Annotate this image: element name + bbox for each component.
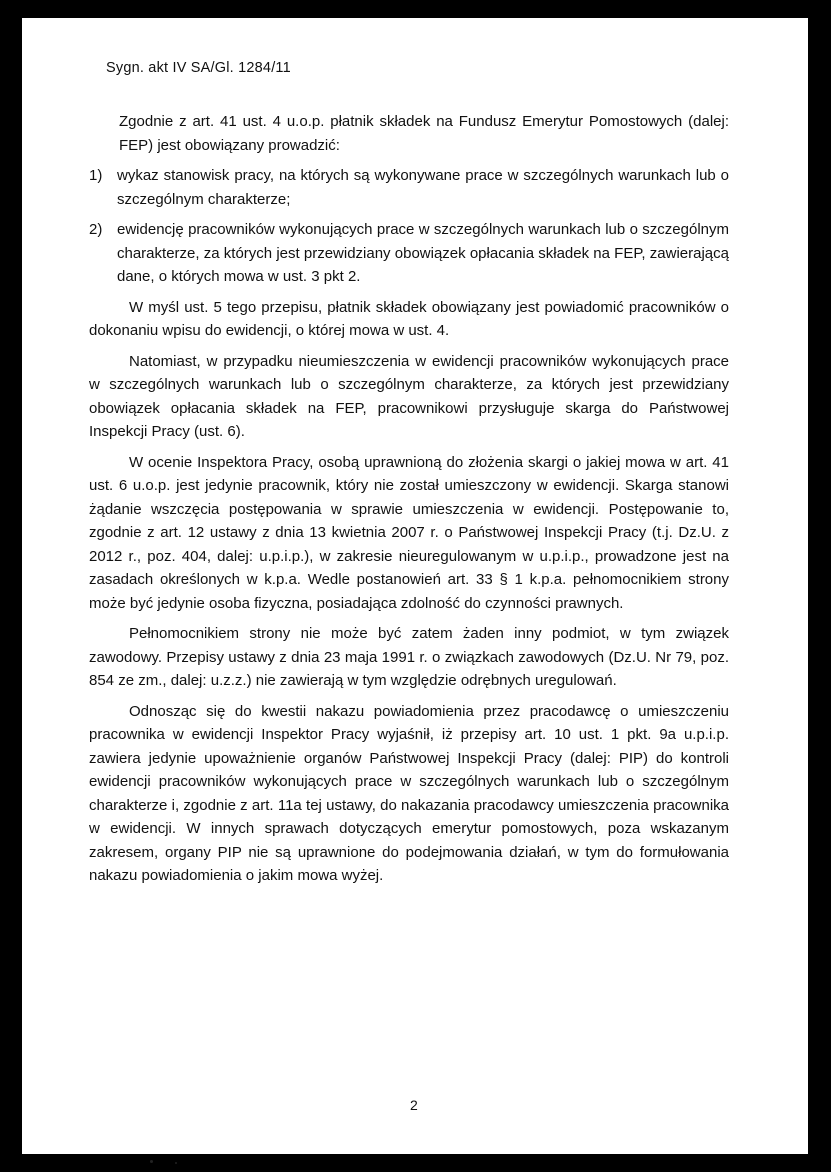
paragraph-1: W myśl ust. 5 tego przepisu, płatnik składek obowiązany jest powiadomić pracowników o dokonaniu wpisu do ewidencji, o której mowa w ust. 4.: [89, 298, 729, 339]
scan-speck: [175, 1162, 177, 1164]
paragraph-2: Natomiast, w przypadku nieumieszczenia w ewidencji pracowników wykonujących prace w szczególnych warunkach lub o szczególnym charakterze, za których jest przewidziany obowiązek opłacania składek na FEP, pracownikowi przysługuje skarga do Państwowej Inspekcji Pracy (ust. 6).: [89, 352, 729, 440]
document-body: [89, 110, 729, 895]
list-item-text: wykaz stanowisk pracy, na których są wykonywane prace w szczególnych warunkach lub o szczególnym charakterze;: [117, 167, 729, 208]
list-item-1: [89, 164, 729, 211]
list-item-number: 1): [89, 167, 103, 184]
list-item-number: 2): [89, 221, 103, 238]
list-item-text: ewidencję pracowników wykonujących prace w szczególnych warunkach lub o szczególnym charakterze, za których jest przewidziany obowiązek opłacania składek na FEP, zawierającą dane, o których mowa w ust. 3 pkt 2.: [117, 221, 729, 285]
paragraph-3: W ocenie Inspektora Pracy, osobą uprawnioną do złożenia skargi o jakiej mowa w art. 41 ust. 6 u.o.p. jest jedynie pracownik, który nie został umieszczony w ewidencji. Skarga stanowi żądanie wszczęcia postępowania w sprawie umieszczenia w ewidencji. Postępowanie to, zgodnie z art. 12 ustawy z dnia 13 kwietnia 2007 r. o Państwowej Inspekcji Pracy (t.j. Dz.U. z 2012 r., poz. 404, dalej: u.p.i.p.), w zakresie nieuregulowanym w u.p.i.p., prowadzone jest na zasadach określonych w k.p.a. Wedle postanowień art. 33 § 1 k.p.a. pełnomocnikiem strony może być jedynie osoba fizyczna, posiadająca zdolność do czynności prawnych.: [89, 453, 729, 612]
paragraph-4: Pełnomocnikiem strony nie może być zatem żaden inny podmiot, w tym związek zawodowy. Przepisy ustawy z dnia 23 maja 1991 r. o związkach zawodowych (Dz.U. Nr 79, poz. 854 ze zm., dalej: u.z.z.) nie zawierają w tym względzie odrębnych uregulowań.: [89, 625, 729, 689]
paragraph-5: Odnosząc się do kwestii nakazu powiadomienia przez pracodawcę o umieszczeniu pracownika w ewidencji Inspektor Pracy wyjaśnił, iż przepisy art. 10 ust. 1 pkt. 9a u.p.i.p. zawiera jedynie upoważnienie organów Państwowej Inspekcji Pracy (dalej: PIP) do kontroli ewidencji pracowników wykonujących prace w szczególnych warunkach lub o szczególnym charakterze i, zgodnie z art. 11a tej ustawy, do nakazania pracodawcy umieszczenia pracownika w ewidencji. W innych sprawach dotyczących emerytur pomostowych, poza wskazanym zakresem, organy PIP nie są uprawnione do podejmowania działań, w tym do formułowania nakazu powiadomienia o jakim mowa wyżej.: [89, 702, 729, 884]
intro-paragraph: Zgodnie z art. 41 ust. 4 u.o.p. płatnik składek na Fundusz Emerytur Pomostowych (dalej: FEP) jest obowiązany prowadzić:: [119, 113, 729, 154]
scan-speck: [150, 1160, 153, 1163]
page-number: 2: [410, 1097, 418, 1113]
case-signature: Sygn. akt IV SA/Gl. 1284/11: [106, 60, 291, 76]
list-item-2: [89, 218, 729, 289]
